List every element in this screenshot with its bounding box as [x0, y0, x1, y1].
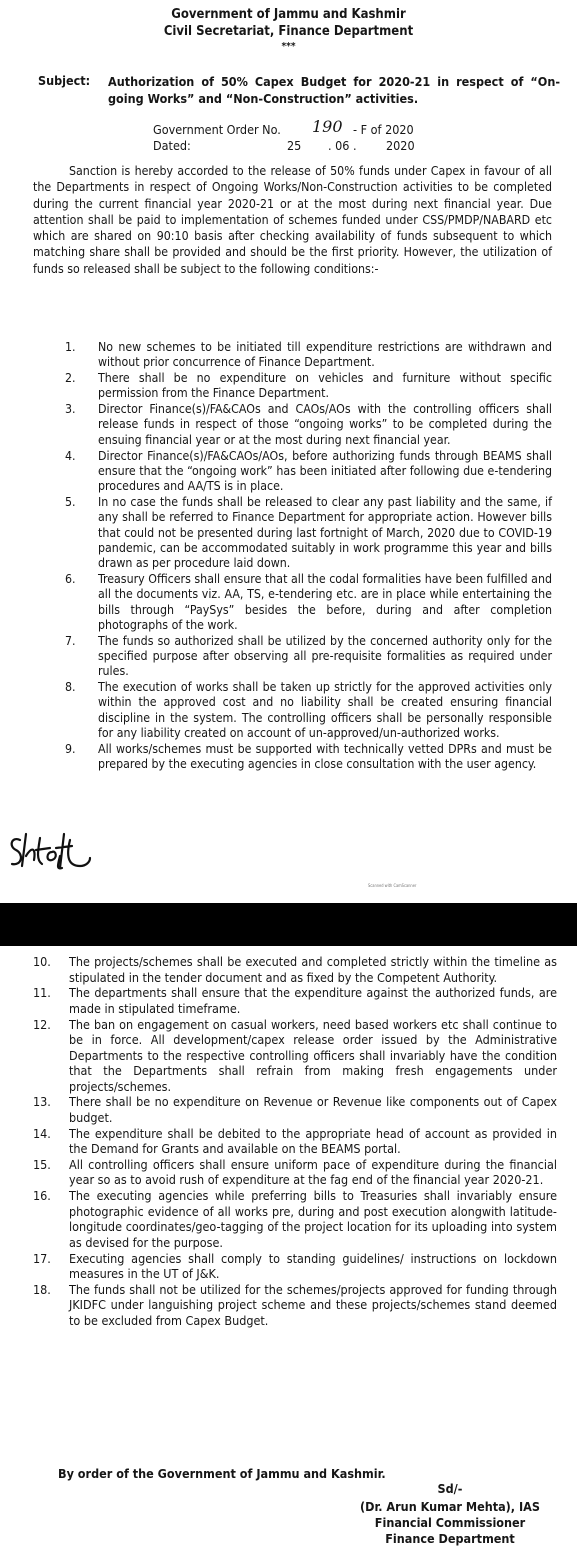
condition-item [65, 742, 552, 773]
condition-item [33, 1094, 557, 1125]
condition-number: 8. [65, 680, 76, 695]
condition-number: 16. [33, 1188, 51, 1204]
signed-mark: Sd/- [437, 1481, 463, 1496]
conditions-list-page-1 [65, 340, 552, 773]
header-stars: *** [281, 41, 296, 52]
condition-number: 2. [65, 371, 76, 386]
conditions-list-page-2 [33, 954, 557, 1329]
condition-text: Director Finance(s)/FA&CAOs and CAOs/AOs with the controlling officers shall release funds in respect of those “ongoing works” to be completed during the ensuing financial year or at the most during next financial year. [98, 402, 552, 447]
signatory-title: Financial Commissioner [374, 1515, 526, 1530]
condition-item [65, 495, 552, 571]
condition-item [33, 1157, 557, 1188]
subject-label: Subject: [38, 73, 91, 88]
intro-paragraph: Sanction is hereby accorded to the release of 50% funds under Capex in favour of all the Departments in respect of Ongoing Works/Non-Construction activities to be completed during the current financial year 2020-21 or at the most during next financial year. Due attention shall be paid to implementation of schemes funded under CSS/PMDP/NABARD etc which are shared on 90:10 basis after checking availability of funds subsequent to which matching share shall be provided and should be the first priority. However, the utilization of funds so released shall be subject to the following conditions:- [33, 164, 552, 276]
condition-text: The departments shall ensure that the expenditure against the authorized funds, are made in stipulated timeframe. [69, 985, 557, 1016]
signatory-name: (Dr. Arun Kumar Mehta), IAS [360, 1499, 540, 1514]
condition-text: Executing agencies shall comply to standing guidelines/ instructions on lockdown measures in the UT of J&K. [69, 1250, 557, 1282]
condition-text: The ban on engagement on casual workers, need based workers etc shall continue to be in force. All development/capex release order issued by the Administrative Departments to the respective controlling officers shall invariably have the condition that the Departments shall refrain from making fresh engagements under projects/schemes. [69, 1016, 557, 1094]
condition-text: Director Finance(s)/FA&CAOs/AOs, before authorizing funds through BEAMS shall ensure that the “ongoing work” has been initiated after following due e-tendering procedures and AA/TS is in place. [98, 448, 552, 494]
condition-number: 7. [65, 633, 76, 648]
condition-item [33, 1188, 557, 1250]
signatory-department: Finance Department [385, 1531, 515, 1546]
order-date-label: Dated: [153, 138, 191, 153]
condition-item [65, 340, 552, 371]
scan-stamp: Scanned with CamScanner [368, 883, 417, 888]
condition-text: The executing agencies while preferring bills to Treasuries shall invariably ensure photographic evidence of all works pre, during and post execution alongwith latitude-longitude coordinates/geo-tagging of the project location for its uploading into system as devised for the purpose. [69, 1188, 557, 1250]
condition-item [33, 985, 557, 1016]
by-order-line: By order of the Government of Jammu and Kashmir. [58, 1466, 386, 1481]
condition-number: 3. [65, 402, 76, 417]
condition-number: 1. [65, 340, 76, 354]
page-divider [0, 903, 577, 946]
condition-number: 5. [65, 494, 76, 509]
condition-item [33, 1251, 557, 1282]
condition-number: 17. [33, 1250, 51, 1266]
condition-item [33, 954, 557, 985]
condition-text: There shall be no expenditure on vehicles and furniture without specific permission from the Finance Department. [98, 371, 552, 401]
condition-item [65, 402, 552, 448]
condition-number: 14. [33, 1125, 51, 1141]
subject-text: Authorization of 50% Capex Budget for 2020-21 in respect of “On-going Works” and “Non-Construction” activities. [108, 74, 560, 106]
order-date-day: 25 [287, 138, 302, 153]
order-date-year: 2020 [386, 138, 415, 153]
condition-text: There shall be no expenditure on Revenue or Revenue like components out of Capex budget. [69, 1094, 557, 1125]
condition-item [33, 1282, 557, 1329]
condition-text: All works/schemes must be supported with technically vetted DPRs and must be prepared by the executing agencies in close consultation with the user agency. [98, 741, 552, 772]
condition-item [65, 680, 552, 741]
condition-text: No new schemes to be initiated till expenditure restrictions are withdrawn and without prior concurrence of Finance Department. [98, 340, 552, 370]
order-date-month: . 06 . [328, 138, 357, 153]
condition-item [65, 371, 552, 402]
handwritten-signature [6, 826, 94, 878]
order-number: 190 [312, 117, 343, 136]
condition-number: 12. [33, 1016, 51, 1032]
condition-number: 11. [33, 985, 51, 1001]
header-government: Government of Jammu and Kashmir [171, 7, 406, 22]
condition-number: 9. [65, 741, 76, 756]
order-suffix: - F of 2020 [353, 122, 414, 137]
condition-text: The funds so authorized shall be utilized by the concerned authority only for the specified purpose after observing all pre-requisite formalities as required under rules. [98, 633, 552, 679]
condition-text: The projects/schemes shall be executed and completed strictly within the timeline as stipulated in the tender document and as fixed by the Competent Authority. [69, 954, 557, 985]
condition-item [33, 1126, 557, 1157]
condition-item [33, 1017, 557, 1095]
condition-text: The funds shall not be utilized for the schemes/projects approved for funding through JKIDFC under languishing project scheme and these projects/schemes stand deemed to be excluded from Capex Budget. [69, 1281, 557, 1328]
condition-text: The expenditure shall be debited to the appropriate head of account as provided in the Demand for Grants and available on the BEAMS portal. [69, 1125, 557, 1157]
header-department: Civil Secretariat, Finance Department [163, 24, 414, 39]
condition-number: 6. [65, 571, 76, 586]
condition-text: In no case the funds shall be released to clear any past liability and the same, if any shall be referred to Finance Department for appropriate action. However bills that could not be presented during last fortnight of March, 2020 due to COVID-19 pandemic, can be accommodated suitably in work programme this year and bills drawn as per procedure laid down. [98, 494, 552, 571]
condition-text: Treasury Officers shall ensure that all the codal formalities have been fulfilled and all the documents viz. AA, TS, e-tendering etc. are in place while entertaining the bills through “PaySys” besides the before, during and after completion photographs of the work. [98, 571, 552, 632]
condition-number: 15. [33, 1156, 51, 1172]
condition-text: All controlling officers shall ensure uniform pace of expenditure during the financial year so as to avoid rush of expenditure at the fag end of the financial year 2020-21. [69, 1156, 557, 1188]
condition-item [65, 449, 552, 495]
condition-number: 4. [65, 448, 76, 463]
condition-text: The execution of works shall be taken up strictly for the approved activities only within the approved cost and no liability shall be created ensuring financial discipline in the system. The controlling officers shall be personally responsible for any liability created on account of un-approved/un-authorized works. [98, 680, 552, 740]
condition-item [65, 572, 552, 633]
order-number-label: Government Order No. [153, 122, 281, 137]
condition-number: 10. [33, 954, 51, 969]
condition-number: 13. [33, 1094, 51, 1110]
condition-item [65, 634, 552, 680]
condition-number: 18. [33, 1281, 51, 1297]
